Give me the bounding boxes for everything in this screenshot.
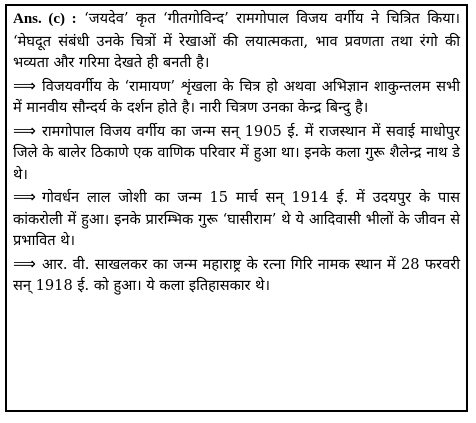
point-2-text: रामगोपाल विजय वर्गीय का जन्म सन् 1905 ई. में राजस्थान में सवाई माधोपुर जिले के बालेर ठिकाणे एक वाणिक परिवार में हुआ था। इनके कला गुरू शैलेन्द्र नाथ डे थे। [13,122,460,183]
answer-intro-text: ‘जयदेव’ कृत ‘गीतगोविन्द’ रामगोपाल विजय वर्गीय ने चित्रित किया। ‘मेघदूत संबंधी उनके चित्रों में रेखाओं की लयात्मकता, भाव प्रवणता तथा रंगो की भव्यता और गरिमा देखते ही बनती है। [13,10,461,71]
answer-box [5,4,468,412]
point-2 [13,120,460,186]
point-3 [13,186,460,252]
double-arrow-icon: ⟹ [13,75,36,95]
answer-label: Ans. (c) : [13,11,77,27]
point-3-text: गोवर्धन लाल जोशी का जन्म 15 मार्च सन् 1914 ई. में उदयपुर के पास कांकरोली में हुआ। इनके प्रारम्भिक गुरू ‘घासीराम’ थे ये आदिवासी भीलों के जीवन से प्रभावित थे। [13,189,460,249]
double-arrow-icon: ⟹ [13,187,36,206]
double-arrow-icon: ⟹ [13,120,36,140]
point-4 [13,253,460,297]
double-arrow-icon: ⟹ [13,253,36,273]
cropped-next-line [0,414,476,423]
point-1 [13,75,460,119]
answer-intro-paragraph [13,8,460,74]
point-1-text: विजयवर्गीय के ‘रामायण’ शृंखला के चित्र हो अथवा अभिज्ञान शाकुन्तलम सभी में मानवीय सौन्दर्य के दर्शन होते है। नारी चित्रण उनका केन्द्र बिन्दु है। [13,77,460,116]
point-4-text: आर. वी. साखलकर का जन्म महाराष्ट्र के रत्ना गिरि नामक स्थान में 28 फरवरी सन् 1918 ई. को हुआ। ये कला इतिहासकार थे। [13,255,460,294]
